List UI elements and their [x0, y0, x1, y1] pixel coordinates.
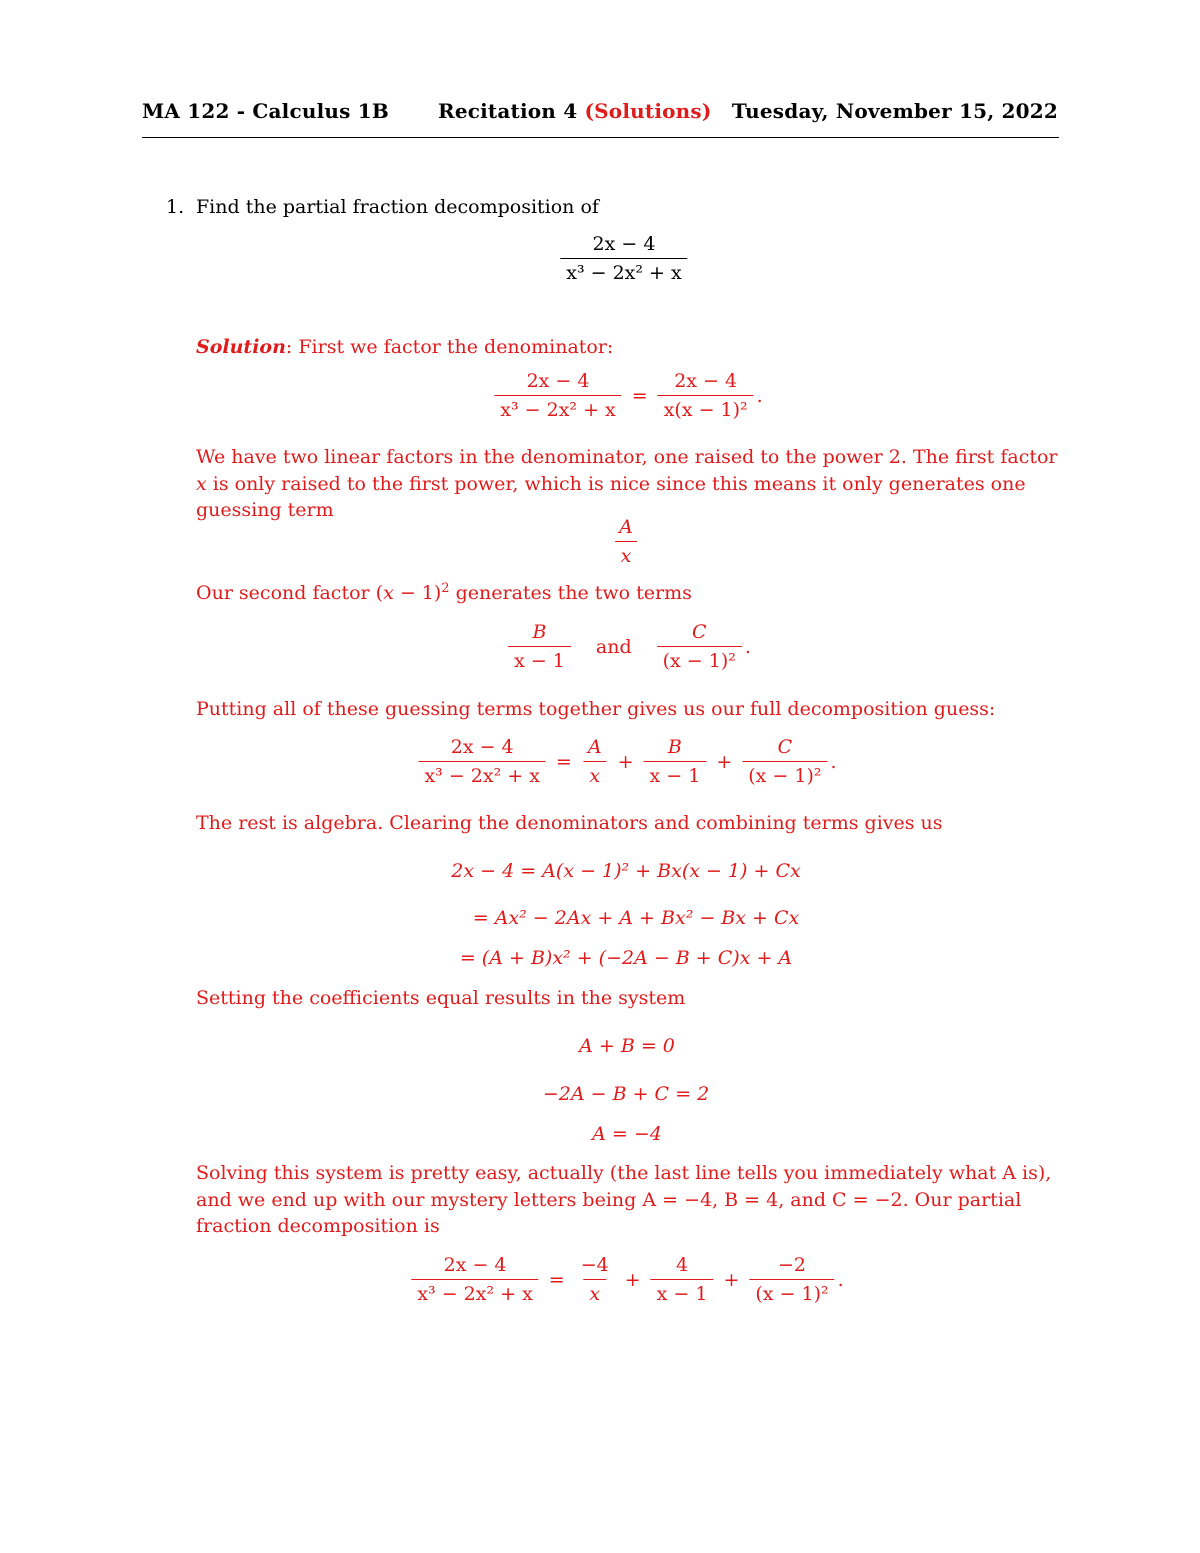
solution-label: Solution — [196, 336, 286, 358]
plus-sign: + — [723, 1268, 740, 1291]
fraction-numerator: A — [587, 736, 602, 758]
fraction — [651, 1254, 714, 1305]
paragraph-text: is only raised to the first power, which is nice since this means it only generates one guessing term — [196, 472, 1026, 521]
fraction — [644, 736, 707, 787]
fraction — [613, 516, 639, 567]
terms-b-and-c — [505, 621, 751, 672]
fraction-denominator: x³ − 2x² + x — [418, 761, 545, 787]
solution-intro — [196, 334, 613, 360]
solutions-tag: (Solutions) — [584, 99, 712, 123]
exponent: 2 — [441, 581, 450, 596]
fraction-numerator: 2x − 4 — [674, 370, 738, 392]
problem-expression — [557, 233, 690, 284]
paragraph-text: Our second factor ( — [196, 582, 384, 604]
period: . — [837, 1268, 844, 1291]
problem-fraction — [560, 233, 687, 284]
period: . — [830, 750, 837, 773]
term-a — [610, 516, 642, 567]
equation-line-2: = Ax² − 2Ax + A + Bx² − Bx + Cx — [472, 907, 800, 929]
plus-sign: + — [617, 750, 634, 773]
fraction-denominator: (x − 1)² — [657, 646, 742, 672]
paragraph-text: generates the two terms — [449, 582, 692, 604]
factored-equation — [491, 370, 762, 421]
fraction — [418, 736, 545, 787]
and-word: and — [595, 635, 632, 658]
fraction-denominator: x − 1 — [651, 1279, 714, 1305]
fraction-numerator: −4 — [580, 1254, 609, 1276]
fraction-numerator: 2x − 4 — [443, 1254, 507, 1276]
paragraph-system: Setting the coefficients equal results in the system — [196, 987, 686, 1009]
system-equation-2: −2A − B + C = 2 — [542, 1083, 710, 1105]
fraction-numerator: A — [619, 516, 633, 538]
plus-sign: + — [624, 1268, 641, 1291]
fraction-denominator: x − 1 — [508, 646, 571, 672]
fraction-numerator: C — [691, 621, 707, 643]
paragraph-text: − 1) — [393, 582, 442, 604]
variable: x — [196, 472, 207, 495]
final-decomposition — [408, 1254, 843, 1305]
fraction — [411, 1254, 538, 1305]
fraction-denominator: (x − 1)² — [749, 1279, 834, 1305]
fraction-denominator: x — [583, 1279, 606, 1305]
fraction-denominator: x — [583, 761, 606, 787]
fraction — [582, 736, 608, 787]
fraction — [657, 621, 742, 672]
equation-line-3: = (A + B)x² + (−2A − B + C)x + A — [459, 947, 793, 969]
guess-equation — [415, 736, 836, 787]
header-rule — [142, 137, 1059, 138]
fraction-numerator: 2x − 4 — [526, 370, 590, 392]
fraction — [742, 736, 827, 787]
fraction-denominator: x³ − 2x² + x — [560, 258, 687, 284]
fraction-numerator: 2x − 4 — [592, 233, 656, 255]
equals-sign: = — [548, 1268, 565, 1291]
fraction-numerator: 2x − 4 — [450, 736, 514, 758]
paragraph-text: We have two linear factors in the denominator, one raised to the power 2. The first factor — [196, 446, 1058, 468]
system-equation-1: A + B = 0 — [579, 1035, 675, 1057]
paragraph-algebra: The rest is algebra. Clearing the denominators and combining terms gives us — [196, 812, 943, 834]
problem-number: 1. — [166, 196, 185, 218]
paragraph-solving: Solving this system is pretty easy, actually (the last line tells you immediately what A is), and we end up with our mystery letters being A = −4, B = 4, and C = −2. Our partial fraction decomposition is — [196, 1162, 1052, 1237]
fraction-denominator: x³ − 2x² + x — [494, 395, 621, 421]
paragraph-second-factor — [196, 580, 692, 606]
recitation-label: Recitation 4 — [438, 99, 578, 123]
fraction-denominator: x — [615, 541, 638, 567]
paragraph-linear-factors — [196, 444, 1061, 524]
course-title: MA 122 - Calculus 1B — [142, 99, 389, 123]
fraction — [575, 1254, 615, 1305]
period: . — [756, 384, 763, 407]
equals-sign: = — [631, 384, 648, 407]
fraction-denominator: (x − 1)² — [742, 761, 827, 787]
fraction-numerator: B — [532, 621, 547, 643]
solution-intro-text: : First we factor the denominator: — [285, 336, 614, 358]
lhs-fraction — [494, 370, 621, 421]
recitation-title — [438, 99, 712, 123]
plus-sign: + — [716, 750, 733, 773]
paragraph-full-guess: Putting all of these guessing terms together gives us our full decomposition guess: — [196, 698, 996, 720]
rhs-fraction — [658, 370, 754, 421]
equation-line-1: 2x − 4 = A(x − 1)² + Bx(x − 1) + Cx — [451, 860, 801, 882]
fraction-denominator: x³ − 2x² + x — [411, 1279, 538, 1305]
variable: x — [383, 582, 394, 604]
fraction-denominator: x(x − 1)² — [658, 395, 754, 421]
fraction-denominator: x − 1 — [644, 761, 707, 787]
fraction-numerator: C — [777, 736, 793, 758]
equals-sign: = — [555, 750, 572, 773]
problem-prompt: Find the partial fraction decomposition of — [196, 196, 599, 218]
fraction — [508, 621, 571, 672]
header-date: Tuesday, November 15, 2022 — [731, 99, 1058, 123]
fraction-numerator: 4 — [676, 1254, 689, 1276]
fraction-numerator: −2 — [777, 1254, 807, 1276]
fraction — [749, 1254, 834, 1305]
system-equation-3: A = −4 — [592, 1123, 662, 1145]
fraction-numerator: B — [667, 736, 682, 758]
period: . — [744, 635, 751, 658]
